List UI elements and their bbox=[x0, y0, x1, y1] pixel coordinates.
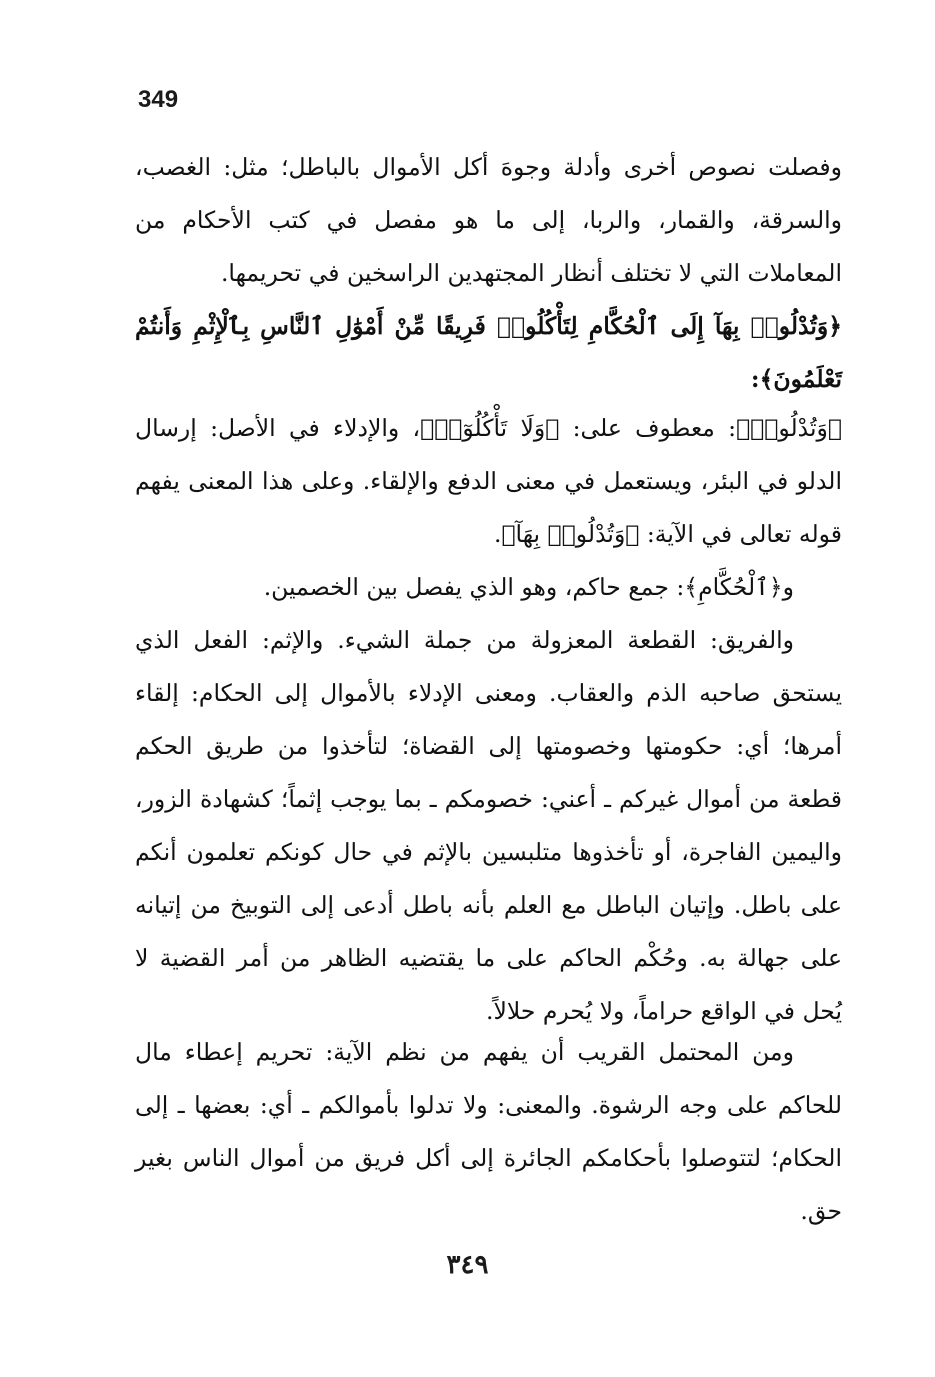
paragraph-3: و﴿ٱلْحُكَّامِ﴾: جمع حاكم، وهو الذي يفصل بين الخصمين. bbox=[263, 573, 794, 601]
paragraph-intro bbox=[135, 141, 842, 300]
paragraph-hukkam bbox=[135, 561, 842, 614]
paragraph-tudlu bbox=[135, 402, 842, 561]
paragraph-rashwa bbox=[135, 1026, 842, 1238]
paragraph-5: ومن المحتمل القريب أن يفهم من نظم الآية: تحريم إعطاء مال للحاكم على وجه الرشوة. والمعنى: ولا تدلوا بأموالكم ـ أي: بعضها ـ إلى الحكام؛ لتتوصلوا بأحكامكم الجائرة إلى أكل فريق من أموال الناس بغير حق. bbox=[135, 1038, 842, 1225]
quran-verse bbox=[135, 300, 842, 406]
page-number-arabic: ٣٤٩ bbox=[446, 1250, 489, 1280]
verse-text: ﴿وَتُدْلُوا۟ بِهَآ إِلَى ٱلْحُكَّامِ لِتَأْكُلُوا۟ فَرِيقًا مِّنْ أَمْوَٰلِ ٱلنَّاسِ بِٱلْإِثْمِ وَأَنتُمْ تَعْلَمُونَ﴾: bbox=[135, 312, 842, 393]
page-number-latin: 349 bbox=[138, 86, 179, 113]
paragraph-fariq bbox=[135, 614, 842, 1038]
paragraph-4: والفريق: القطعة المعزولة من جملة الشيء. والإثم: الفعل الذي يستحق صاحبه الذم والعقاب. ومعنى الإدلاء بالأموال إلى الحكام: إلقاء أمرها؛ أي: حكومتها وخصومتها إلى القضاة؛ لتأخذوا من طريق الحكم قطعة من أموال غيركم ـ أعني: خصومكم ـ بما يوجب إثماً؛ كشهادة الزور، واليمين الفاجرة، أو تأخذوها متلبسين بالإثم في حال كونكم تعلمون أنكم على باطل. وإتيان الباطل مع العلم بأنه باطل أدعى إلى التوبيخ من إتيانه على جهالة به. وحُكْم الحاكم على ما يقتضيه الظاهر من أمر القضية لا يُحل في الواقع حراماً، ولا يُحرم حلالاً. bbox=[135, 626, 842, 1025]
paragraph-1: وفصلت نصوص أخرى وأدلة وجوهَ أكل الأموال بالباطل؛ مثل: الغصب، والسرقة، والقمار، والربا، إلى ما هو مفصل في كتب الأحكام من المعاملات التي لا تختلف أنظار المجتهدين الراسخين في تحريمها. bbox=[135, 153, 842, 287]
paragraph-2: ﴿وَتُدْلُوا۟﴾: معطوف على: ﴿وَلَا تَأْكُلُوٓا۟﴾، والإدلاء في الأصل: إرسال الدلو في البئر، ويستعمل في معنى الدفع والإلقاء. وعلى هذا المعنى يفهم قوله تعالى في الآية: ﴿وَتُدْلُوا۟ بِهَآ﴾. bbox=[135, 414, 842, 548]
